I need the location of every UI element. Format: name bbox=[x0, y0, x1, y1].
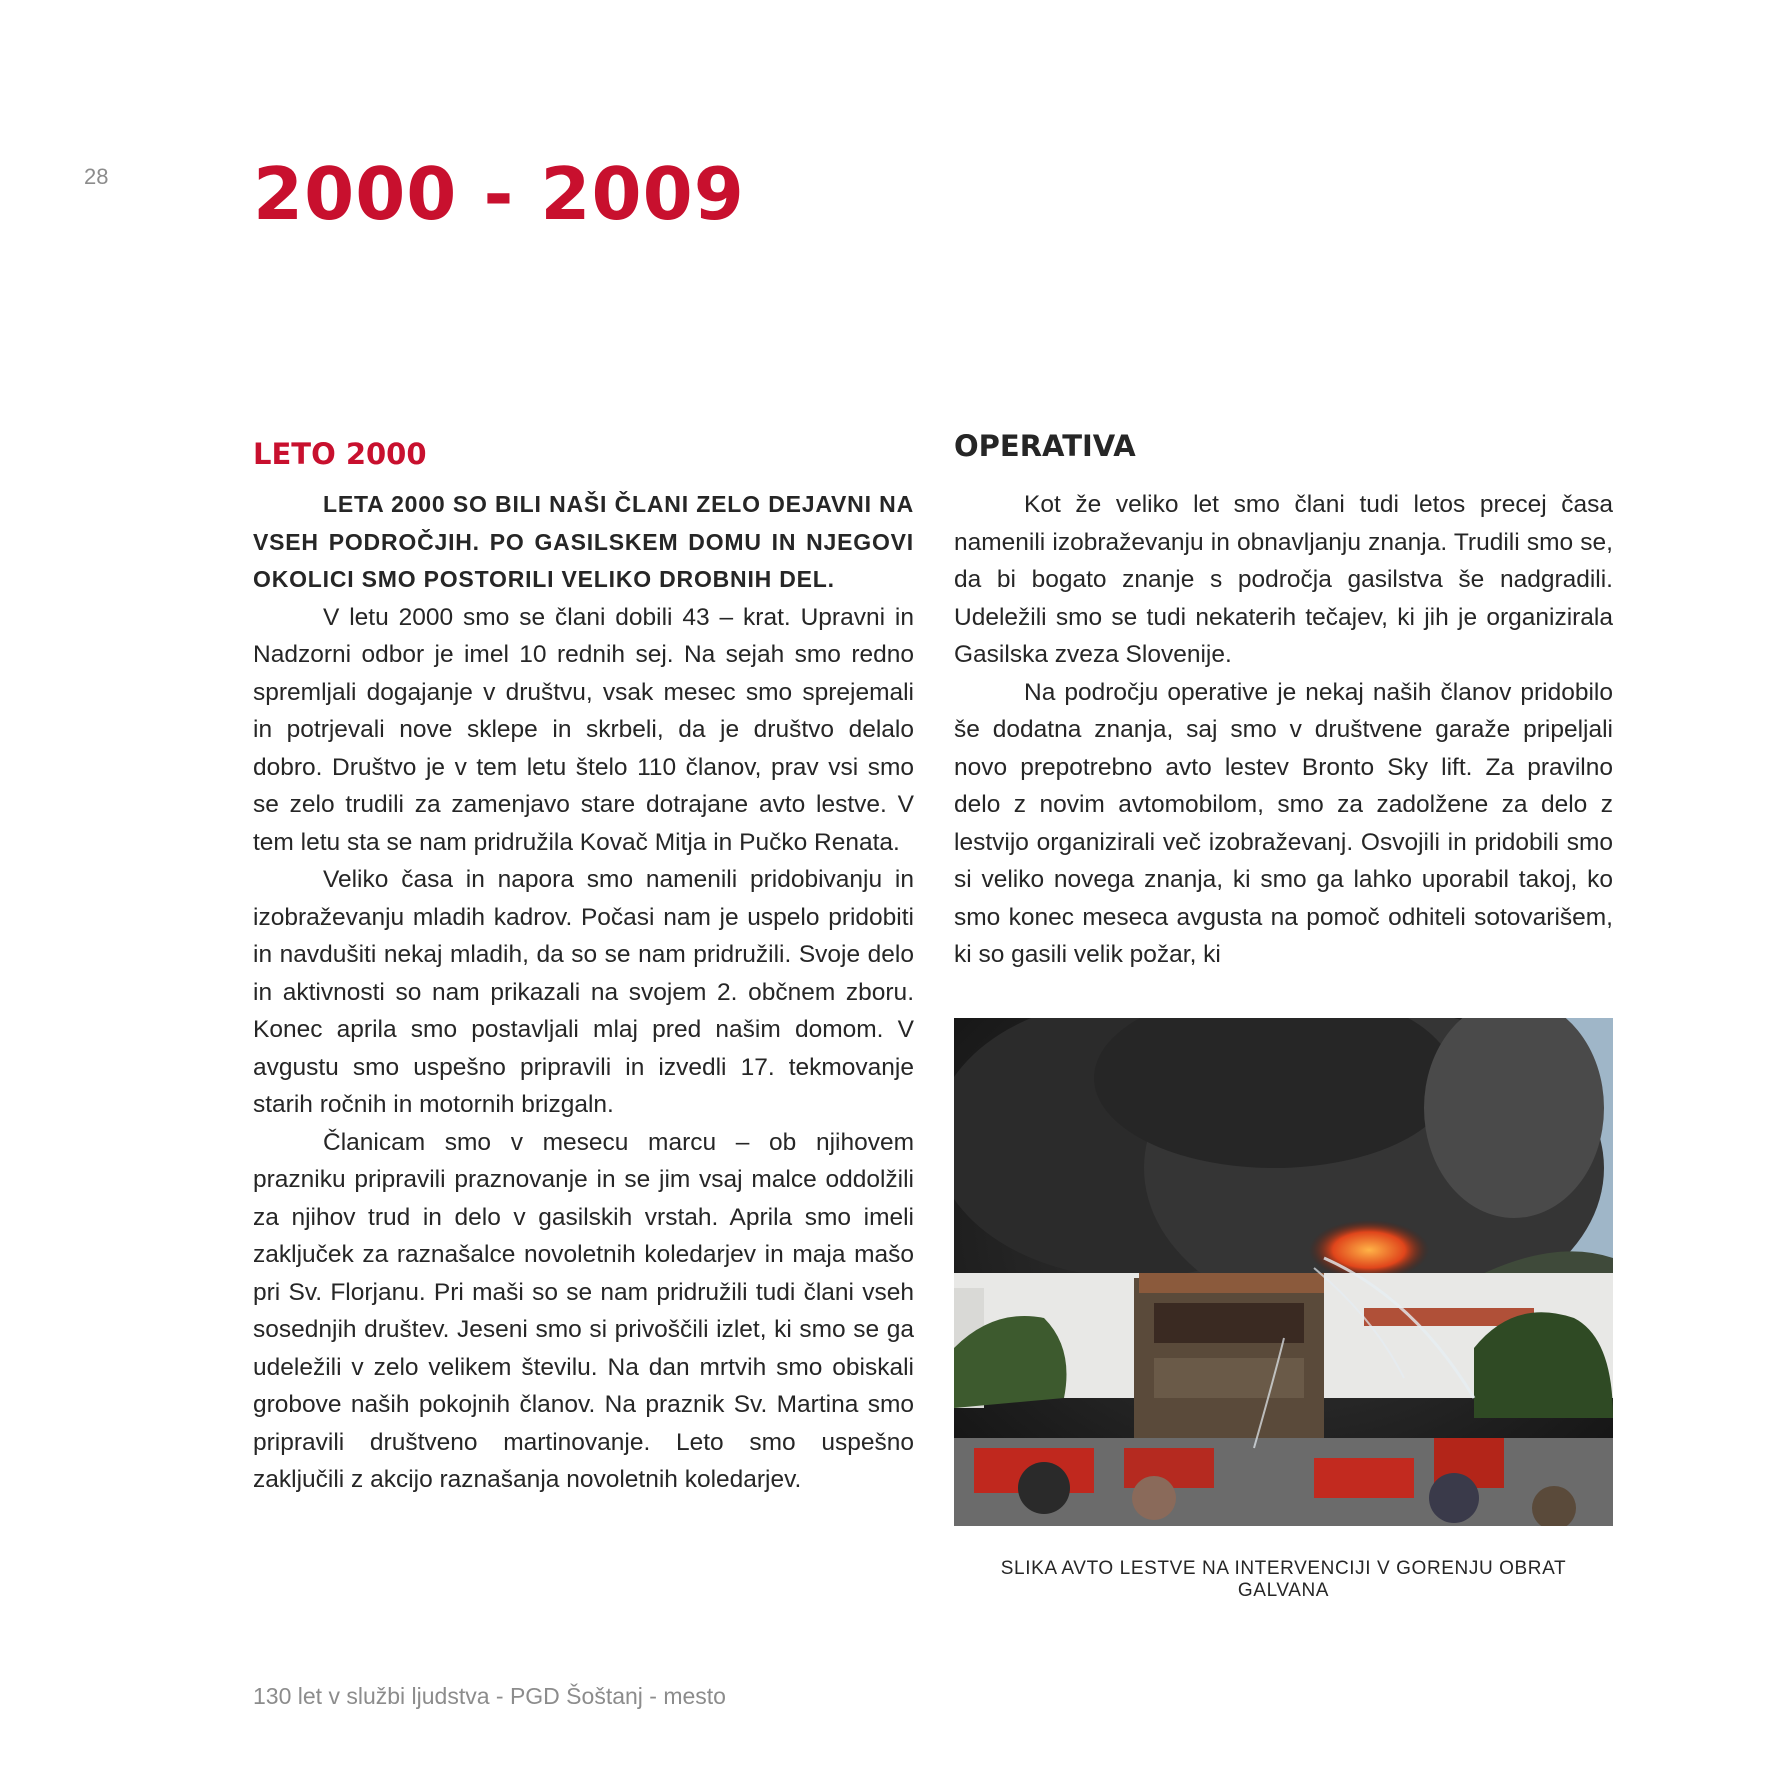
section-heading-operativa: OPERATIVA bbox=[954, 429, 1136, 463]
right-column bbox=[954, 428, 1613, 974]
body-paragraph: Kot že veliko let smo člani tudi letos precej časa namenili izobraževanju in obnavljanju znanja. Trudili smo se, da bi bogato znanje s področja gasilstva še nadgradili. Udeležili smo se tudi nekaterih tečajev, ki jih je organizirala Gasilska zveza Slovenije. bbox=[954, 491, 1613, 668]
body-paragraph: Veliko časa in napora smo namenili pridobivanju in izobraževanju mladih kadrov. Počasi nam je uspelo pridobiti in navdušiti nekaj mladih, da so se nam pridružili. Svoje delo in aktivnosti so nam prikazali na svojem 2. občnem zboru. Konec aprila smo postavljali mlaj pred našim domom. V avgustu smo uspešno pripravili in izvedli 17. tekmovanje starih ročnih in motornih brizgaln. bbox=[253, 866, 914, 1118]
body-paragraph: V letu 2000 smo se člani dobili 43 – krat. Upravni in Nadzorni odbor je imel 10 rednih sej. Na sejah smo redno spremljali dogajanje v društvu, vsak mesec smo sprejemali in potrjevali nove sklepe in skrbeli, da je društvo delalo dobro. Društvo je v tem letu štelo 110 članov, prav vsi smo se zelo trudili za zamenjavo stare dotrajane avto lestve. V tem letu sta se nam pridružila Kovač Mitja in Pučko Renata. bbox=[253, 603, 914, 856]
section-heading-leto-2000: LETO 2000 bbox=[253, 437, 427, 471]
body-paragraph: Članicam smo v mesecu marcu – ob njihovem prazniku pripravili praznovanje in se jim vsaj malce oddolžili za njihov trud in delo v gasilskih vrstah. Aprila smo imeli zaključek za raznašalce novoletnih koledarjev in maja mašo pri Sv. Florjanu. Pri maši so se nam pridružili tudi člani vseh sosednjih društev. Jeseni smo si privoščili izlet, ki smo se ga udeležili v zelo velikem številu. Na dan mrtvih smo obiskali grobove naših pokojnih članov. Na praznik Sv. Martina smo pripravili društveno martinovanje. Leto smo uspešno zaključili z akcijo raznašanja novoletnih koledarjev. bbox=[253, 1128, 914, 1493]
body-paragraph: Na področju operative je nekaj naših članov pridobilo še dodatna znanja, saj smo v društvene garaže pripeljali novo prepotrebno avto lestev Bronto Sky lift. Za pravilno delo z novim avtomobilom, smo za zadolžene za delo z lestvijo organizirali več izobraževanj. Osvojili in pridobili smo si veliko novega znanja, ki smo ga lahko uporabil takoj, ko smo konec meseca avgusta na pomoč odhiteli sotovarišem, ki so gasili velik požar, ki bbox=[954, 678, 1613, 968]
left-column bbox=[253, 436, 914, 1499]
page-footer: 130 let v službi ljudstva - PGD Šoštanj - mesto bbox=[253, 1683, 726, 1709]
page-title: 2000 - 2009 bbox=[253, 152, 745, 236]
fire-photo bbox=[954, 1018, 1613, 1526]
page-number: 28 bbox=[84, 164, 109, 189]
photo-caption: SLIKA AVTO LESTVE NA INTERVENCIJI V GORENJU OBRAT GALVANA bbox=[1000, 1558, 1567, 1601]
intro-paragraph: LETA 2000 SO BILI NAŠI ČLANI ZELO DEJAVNI NA VSEH PODROČJIH. PO GASILSKEM DOMU IN NJEGOVI OKOLICI SMO POSTORILI VELIKO DROBNIH DEL. bbox=[253, 491, 914, 592]
